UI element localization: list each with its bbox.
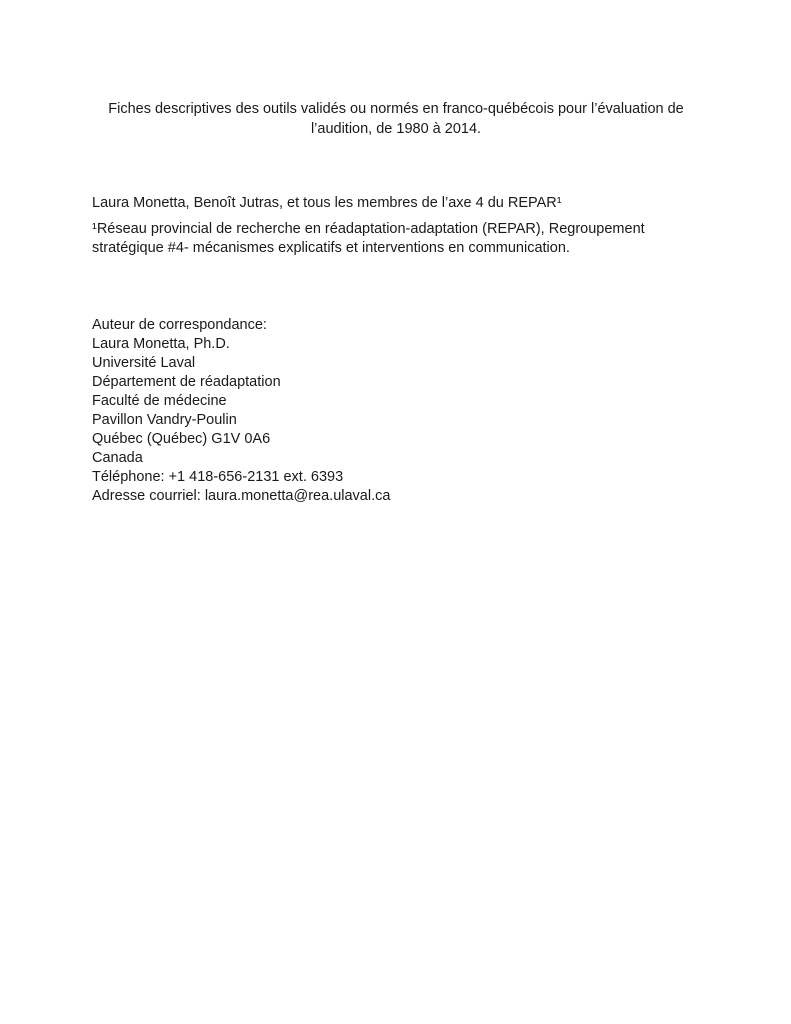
title-line-2: l’audition, de 1980 à 2014. [310,121,482,137]
correspondence-faculty: Faculté de médecine [92,393,227,409]
correspondence-city: Québec (Québec) G1V 0A6 [92,431,271,447]
affiliation-line-1: ¹Réseau provincial de recherche en réadaptation-adaptation (REPAR), Regroupement [92,221,645,237]
correspondence-phone: Téléphone: +1 418-656-2131 ext. 6393 [92,469,344,485]
author-list: Laura Monetta, Benoît Jutras, et tous les membres de l’axe 4 du REPAR¹ [92,195,562,211]
correspondence-block [92,316,390,506]
correspondence-country: Canada [92,450,143,466]
correspondence-heading: Auteur de correspondance: [92,317,267,333]
document-title [92,99,700,139]
correspondence-building: Pavillon Vandry-Poulin [92,412,237,428]
title-line-1: Fiches descriptives des outils validés ou normés en franco-québécois pour l’évaluation de [108,101,684,117]
correspondence-university: Université Laval [92,355,196,371]
correspondence-name: Laura Monetta, Ph.D. [92,336,230,352]
correspondence-department: Département de réadaptation [92,374,281,390]
affiliation-note [92,220,645,258]
affiliation-line-2: stratégique #4- mécanismes explicatifs et interventions en communication. [92,240,570,256]
correspondence-email: Adresse courriel: laura.monetta@rea.ulaval.ca [92,488,391,504]
